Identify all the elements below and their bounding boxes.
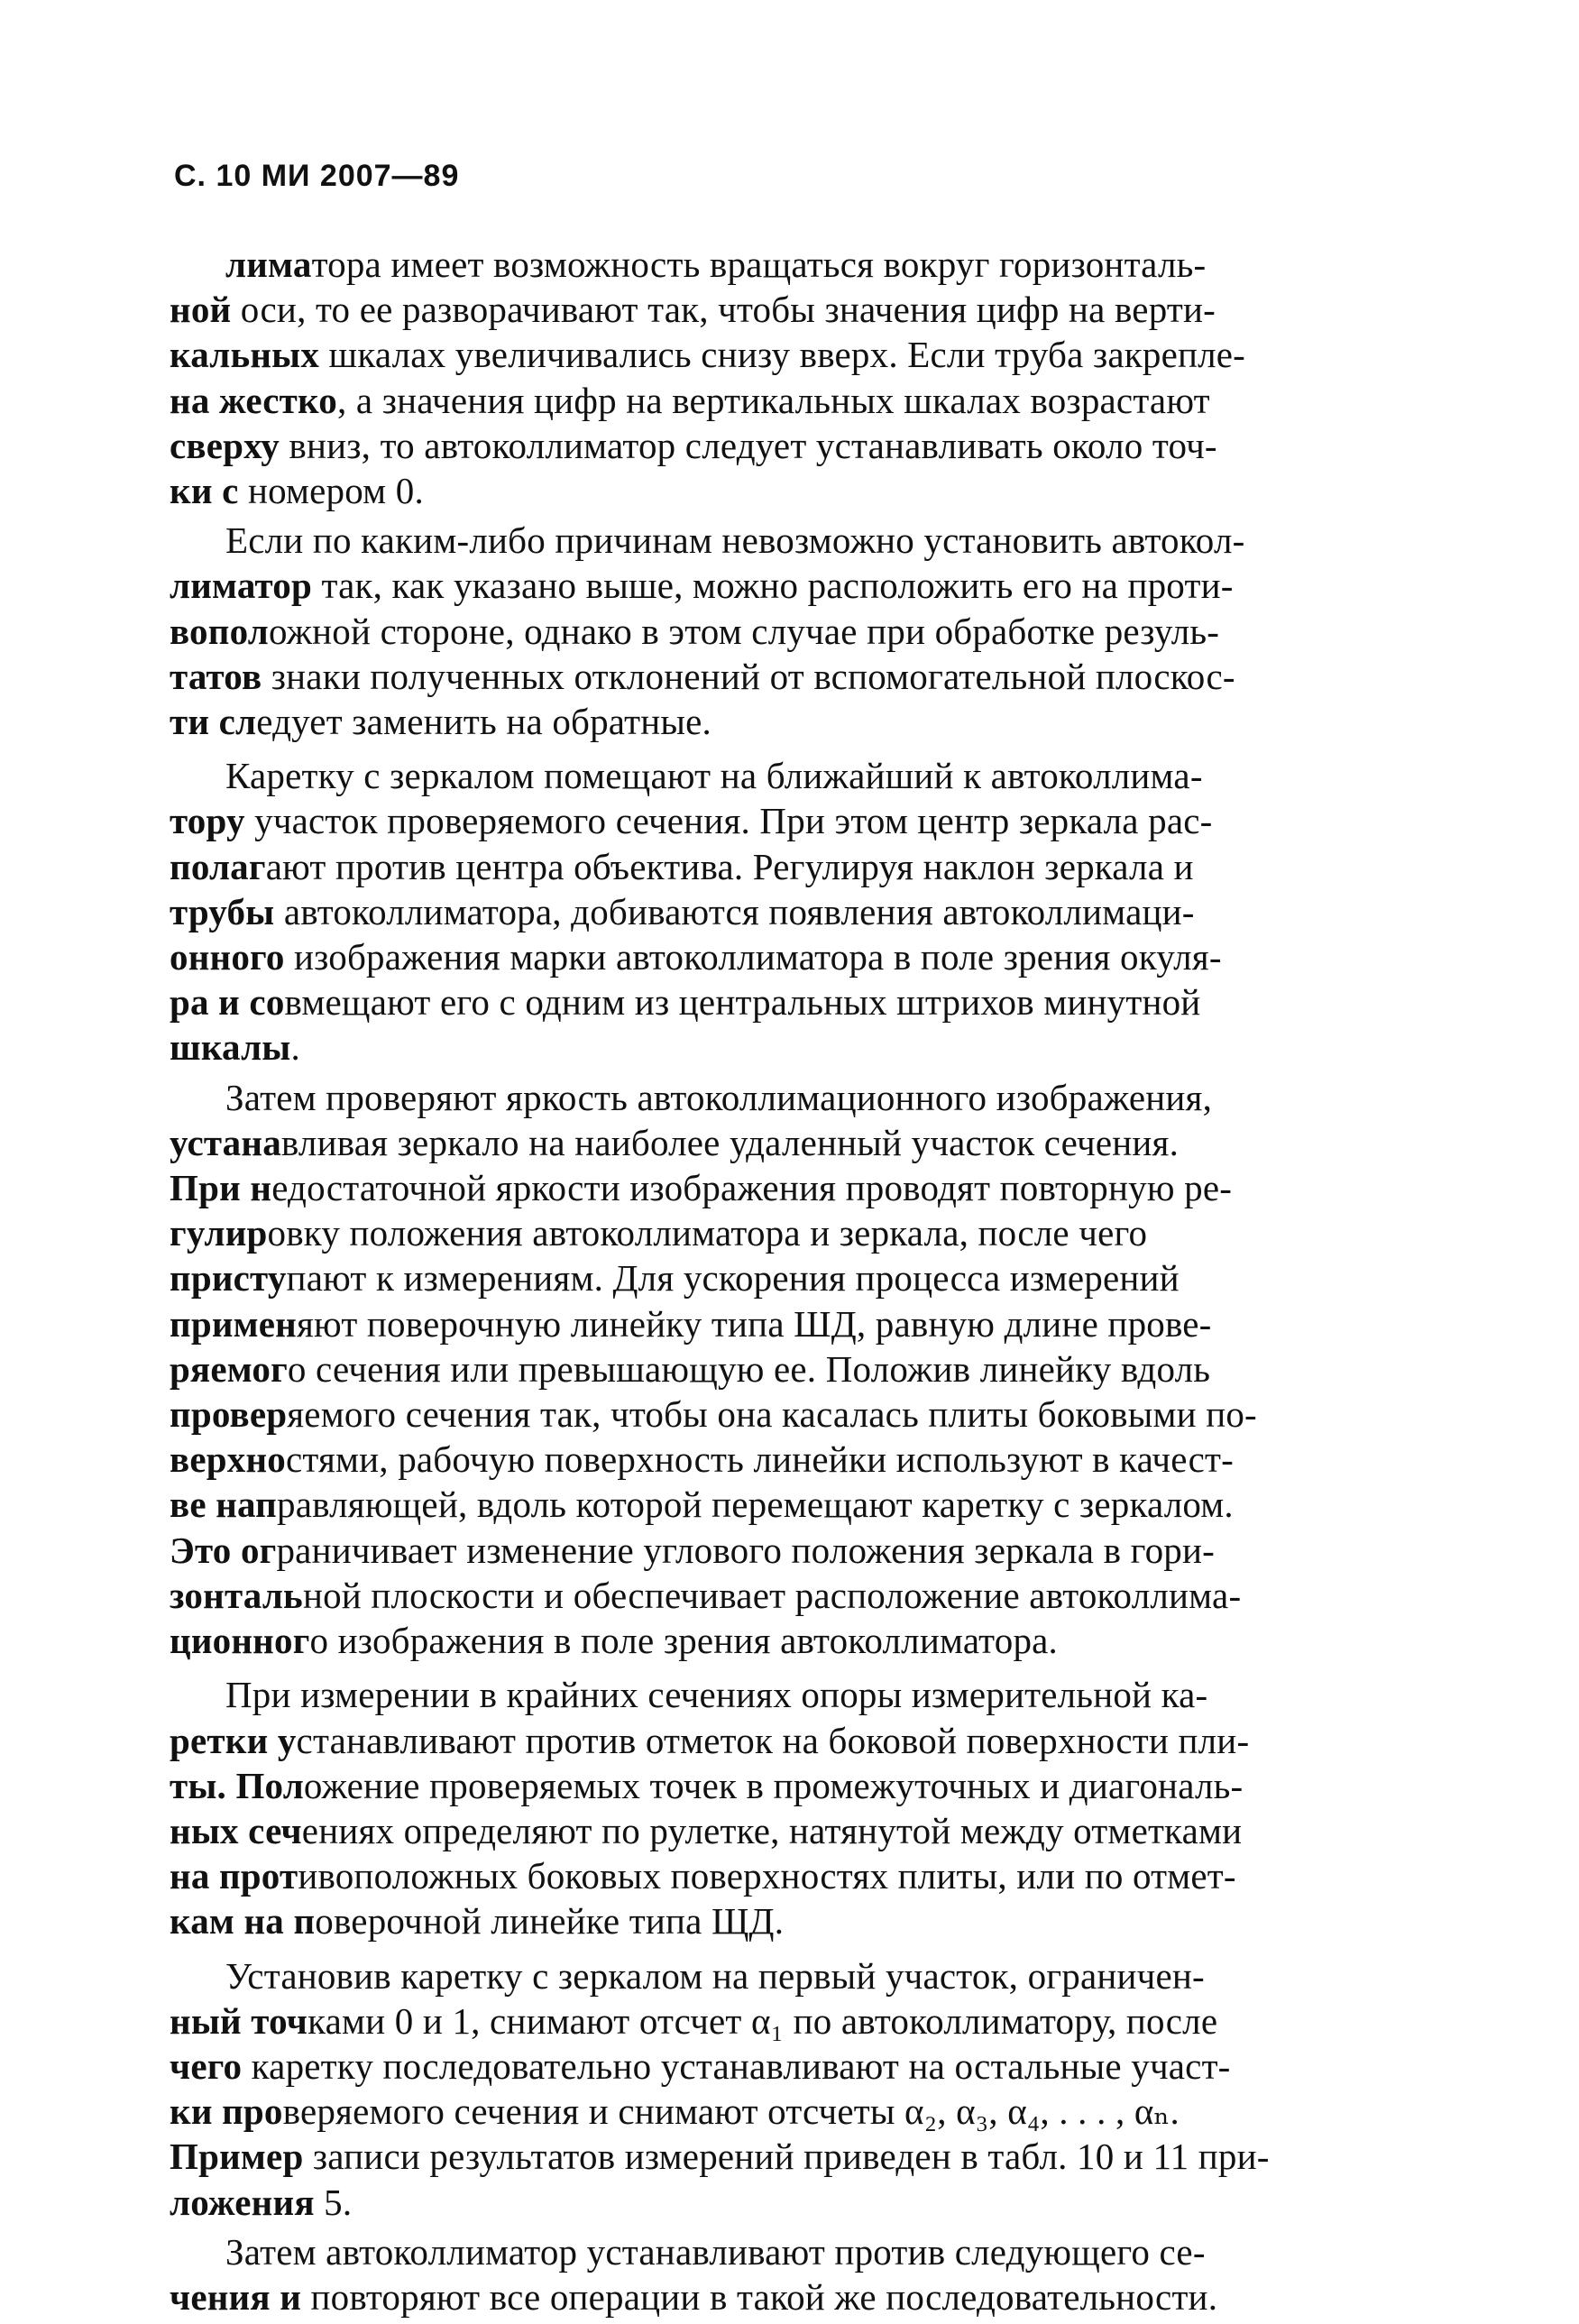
line-start-bold: татов [170,655,262,697]
text-line [170,1808,1385,1853]
text-line [170,423,1385,468]
line-text: вниз, то автоколлиматор следует устанавливать около точ- [279,424,1217,466]
line-text: номером 0. [238,470,424,512]
text-line [170,1998,1385,2044]
line-text: так, как указано выше, можно расположить его на проти- [312,565,1234,607]
line-text: вливая зеркало на наиболее удаленный участок сечения. [280,1121,1180,1163]
text-line [170,1346,1385,1392]
line-text: каретку последовательно устанавливают на остальные участ- [242,2044,1231,2087]
line-text: тора имеет возможность вращаться вокруг горизонталь- [311,243,1207,285]
line-start-bold: трубы [170,890,275,932]
text-line [170,2089,1385,2134]
line-start-bold: ряемог [170,1347,288,1390]
line-text: о изображения в поле зрения автоколлиматора. [309,1620,1058,1662]
text-line [170,2134,1385,2179]
paragraph [170,2229,1385,2319]
line-start-bold: лима [225,243,312,285]
paragraph [170,1672,1385,1943]
text-line [170,934,1385,979]
line-start-bold: ложения [170,2181,315,2223]
line-start-bold: на жестко [170,379,337,421]
text-line [170,753,1385,798]
line-start-bold: лиматор [170,565,313,607]
line-start-bold: ки про [170,2090,283,2133]
line-text: изображения марки автоколлиматора в поле зрения окуля- [284,936,1222,978]
line-start-bold: зонталь [170,1574,303,1616]
line-start-bold: ный точ [170,1999,308,2042]
text-line [170,1953,1385,1998]
text-line [170,1853,1385,1898]
line-text: ивоположных боковых поверхностях плиты, или по отмет- [298,1855,1236,1897]
line-text: овку положения автоколлиматора и зеркала, после чего [267,1212,1148,1254]
line-text: о сечения или превышающую ее. Положив линейку вдоль [287,1347,1211,1390]
text-line [170,1528,1385,1573]
line-text: яемого сечения так, чтобы она касалась плиты боковыми по- [287,1393,1257,1436]
text-line [170,1165,1385,1210]
text-line [170,654,1385,699]
text-line [170,563,1385,608]
line-start-bold: сверху [170,424,280,466]
text-line [170,609,1385,654]
paragraph [170,753,1385,1070]
line-start-bold: ты. Пол [170,1764,304,1806]
line-start-bold: ти сл [170,701,257,743]
line-start-bold: провер [170,1393,288,1436]
line-start-bold: на прот [170,1855,298,1897]
line-text: станавливают против отметок на боковой поверхности пли- [296,1719,1250,1761]
document-code: МИ 2007—89 [261,159,460,193]
line-text: шкалах увеличивались снизу вверх. Если труба закрепле- [319,334,1246,376]
line-start-bold: чения и [170,2275,302,2318]
line-start-bold: вопол [170,610,269,652]
line-start-bold: шкалы [170,1026,291,1069]
text-line [170,1120,1385,1165]
line-text: Затем проверяют яркость автоколлимационного изображения, [225,1076,1213,1118]
line-text: Каретку с зеркалом помещают на ближайший к автоколлима- [225,755,1203,797]
text-line [170,1301,1385,1346]
text-line [170,287,1385,332]
line-text: повторяют все операции в такой же последовательности. [301,2275,1218,2318]
text-line [170,1024,1385,1070]
line-text: оси, то ее разворачивают так, чтобы значения цифр на верти- [231,289,1216,331]
line-start-bold: полаг [170,845,266,887]
line-text: оверочной линейке типа ЩД. [315,1900,785,1943]
text-line [170,2180,1385,2225]
page-number: С. 10 [174,159,252,193]
text-line [170,798,1385,843]
line-text: При измерении в крайних сечениях опоры измерительной ка- [225,1674,1208,1716]
paragraph [170,518,1385,744]
text-line [170,1672,1385,1717]
text-line [170,979,1385,1024]
line-text: ками 0 и 1, снимают отсчет α₁ по автоколлиматору, после [308,1999,1218,2042]
text-line [170,2229,1385,2274]
text-line [170,844,1385,889]
line-text: Если по каким-либо причинам невозможно установить автокол- [225,519,1245,562]
line-text: знаки полученных отклонений от вспомогательной плоскос- [262,655,1235,697]
line-start-bold: устана [170,1121,281,1163]
text-line [170,1573,1385,1618]
line-text: участок проверяемого сечения. При этом центр зеркала рас- [244,800,1213,842]
line-start-bold: ционног [170,1620,310,1662]
line-start-bold: примен [170,1302,297,1345]
line-start-bold: кальных [170,334,320,376]
line-text: ают против центра объектива. Регулируя наклон зеркала и [265,845,1194,887]
line-start-bold: ки с [170,470,239,512]
line-start-bold: гулир [170,1212,268,1254]
paragraph [170,1953,1385,2225]
line-text: Установив каретку с зеркалом на первый участок, ограничен- [225,1954,1205,1997]
line-text: . [290,1026,300,1069]
line-text: равляющей, вдоль которой перемещают каретку с зеркалом. [277,1484,1234,1526]
paragraph [170,1075,1385,1664]
text-line [170,1718,1385,1763]
line-text: вмещают его с одним из центральных штрихов минутной [284,981,1201,1024]
line-text: стями, рабочую поверхность линейки используют в качест- [285,1438,1235,1481]
line-text: веряемого сечения и снимают отсчеты α₂, α₃, α₄, . . . , αₙ. [282,2090,1180,2133]
text-line [170,1210,1385,1255]
line-start-bold: ных сеч [170,1809,302,1851]
text-line [170,1392,1385,1437]
line-start-bold: онного [170,936,285,978]
line-start-bold: При н [170,1167,272,1209]
line-text: ожной стороне, однако в этом случае при обработке резуль- [268,610,1220,652]
line-text: автоколлиматора, добиваются появления автоколлимаци- [274,890,1195,932]
line-start-bold: Пример [170,2136,304,2178]
text-line [170,1075,1385,1120]
text-line [170,889,1385,934]
line-start-bold: ретки у [170,1719,297,1761]
line-text: яют поверочную линейку типа ШД, равную длине прове- [297,1302,1212,1345]
line-start-bold: тору [170,800,245,842]
line-start-bold: ра и со [170,981,285,1024]
text-line [170,378,1385,423]
line-text: Затем автоколлиматор устанавливают против следующего се- [225,2230,1206,2273]
line-text: , а значения цифр на вертикальных шкалах возрастают [336,379,1210,421]
line-text: пают к измерениям. Для ускорения процесса измерений [286,1257,1180,1300]
text-line [170,468,1385,513]
text-line [170,1482,1385,1527]
text-line [170,332,1385,377]
line-start-bold: верхно [170,1438,286,1481]
paragraph [170,242,1385,513]
line-text: едостаточной яркости изображения проводят повторную ре- [271,1167,1233,1209]
page-header [174,159,459,194]
text-line [170,1763,1385,1808]
document-body [170,242,1385,2324]
text-line [170,699,1385,744]
line-start-bold: присту [170,1257,287,1300]
text-line [170,1255,1385,1300]
line-text: 5. [314,2181,353,2223]
text-line [170,2274,1385,2319]
line-text: ениях определяют по рулетке, натянутой между отметками [301,1809,1243,1851]
text-line [170,1437,1385,1482]
line-start-bold: кам на п [170,1900,316,1943]
line-start-bold: ной [170,289,232,331]
line-text: раничивает изменение углового положения зеркала в гори- [276,1529,1215,1571]
text-line [170,1898,1385,1943]
line-start-bold: ве нап [170,1484,277,1526]
text-line [170,1618,1385,1663]
line-start-bold: Это ог [170,1529,277,1571]
text-line [170,242,1385,287]
line-text: едует заменить на обратные. [256,701,711,743]
line-start-bold: чего [170,2044,243,2087]
line-text: ожение проверяемых точек в промежуточных и диагональ- [303,1764,1244,1806]
text-line [170,2044,1385,2089]
line-text: записи результатов измерений приведен в табл. 10 и 11 при- [303,2136,1270,2178]
line-text: ной плоскости и обеспечивает расположение автоколлима- [302,1574,1242,1616]
text-line [170,518,1385,563]
